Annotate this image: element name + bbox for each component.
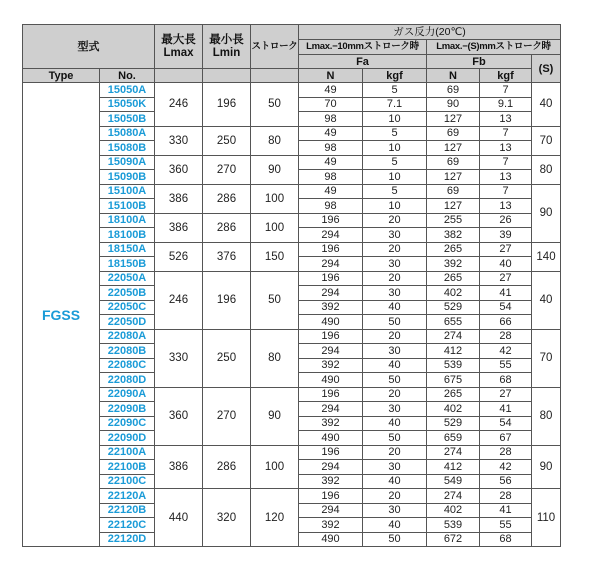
fa-kgf-value: 40 xyxy=(363,518,427,533)
fa-n-value: 70 xyxy=(299,97,363,112)
fb-kgf-value: 66 xyxy=(480,315,532,330)
header-fa: Fa xyxy=(299,55,427,69)
fa-n-value: 196 xyxy=(299,387,363,402)
fa-kgf-value: 40 xyxy=(363,358,427,373)
fa-kgf-value: 50 xyxy=(363,315,427,330)
fb-kgf-value: 28 xyxy=(480,445,532,460)
fb-kgf-value: 9.1 xyxy=(480,97,532,112)
fa-kgf-value: 20 xyxy=(363,387,427,402)
s-value: 80 xyxy=(532,155,561,184)
model-number: 22120A xyxy=(100,489,155,504)
header-fb-n-unit: N xyxy=(427,69,480,83)
fa-kgf-value: 20 xyxy=(363,271,427,286)
fb-kgf-value: 27 xyxy=(480,242,532,257)
fb-n-value: 392 xyxy=(427,257,480,272)
fb-n-value: 274 xyxy=(427,329,480,344)
header-max-length-label: 最大長 xyxy=(161,33,196,46)
max-length-value: 360 xyxy=(155,155,203,184)
fa-kgf-value: 30 xyxy=(363,460,427,475)
model-number: 15080B xyxy=(100,141,155,156)
fa-kgf-value: 50 xyxy=(363,431,427,446)
fb-kgf-value: 13 xyxy=(480,199,532,214)
stroke-value: 90 xyxy=(251,155,299,184)
min-length-value: 286 xyxy=(203,445,251,489)
model-number: 22120B xyxy=(100,503,155,518)
fb-kgf-value: 42 xyxy=(480,460,532,475)
fa-kgf-value: 50 xyxy=(363,532,427,547)
fa-kgf-value: 30 xyxy=(363,257,427,272)
fb-n-value: 529 xyxy=(427,300,480,315)
fb-kgf-value: 13 xyxy=(480,141,532,156)
fa-kgf-value: 30 xyxy=(363,286,427,301)
fb-kgf-value: 7 xyxy=(480,155,532,170)
fb-n-value: 539 xyxy=(427,518,480,533)
fb-kgf-value: 40 xyxy=(480,257,532,272)
model-number: 22080B xyxy=(100,344,155,359)
fb-kgf-value: 67 xyxy=(480,431,532,446)
fb-n-value: 382 xyxy=(427,228,480,243)
model-number: 22050C xyxy=(100,300,155,315)
fb-kgf-value: 39 xyxy=(480,228,532,243)
fa-kgf-value: 50 xyxy=(363,373,427,388)
fb-kgf-value: 54 xyxy=(480,416,532,431)
stroke-value: 100 xyxy=(251,213,299,242)
model-number: 15050A xyxy=(100,83,155,98)
fa-n-value: 392 xyxy=(299,300,363,315)
model-number: 15090B xyxy=(100,170,155,185)
min-length-value: 196 xyxy=(203,271,251,329)
fb-n-value: 539 xyxy=(427,358,480,373)
table-row xyxy=(23,83,561,98)
fa-kgf-value: 40 xyxy=(363,300,427,315)
spec-table-container xyxy=(22,24,561,547)
fa-n-value: 196 xyxy=(299,271,363,286)
min-length-value: 250 xyxy=(203,126,251,155)
stroke-value: 120 xyxy=(251,489,299,547)
fa-n-value: 294 xyxy=(299,503,363,518)
stroke-value: 80 xyxy=(251,329,299,387)
fa-n-value: 196 xyxy=(299,445,363,460)
s-value: 40 xyxy=(532,271,561,329)
fa-kgf-value: 30 xyxy=(363,503,427,518)
header-s: (S) xyxy=(532,55,561,83)
table-row xyxy=(23,155,561,170)
fb-kgf-value: 27 xyxy=(480,271,532,286)
fa-n-value: 196 xyxy=(299,489,363,504)
table-row xyxy=(23,489,561,504)
table-header xyxy=(23,25,561,83)
header-fb-kgf-unit: kgf xyxy=(480,69,532,83)
header-fa-kgf-unit: kgf xyxy=(363,69,427,83)
max-length-value: 330 xyxy=(155,126,203,155)
fb-kgf-value: 41 xyxy=(480,286,532,301)
model-number: 22080A xyxy=(100,329,155,344)
fa-kgf-value: 30 xyxy=(363,344,427,359)
fb-n-value: 672 xyxy=(427,532,480,547)
model-number: 15050K xyxy=(100,97,155,112)
fb-kgf-value: 13 xyxy=(480,112,532,127)
header-spacer-lmin xyxy=(203,69,251,83)
table-body xyxy=(23,83,561,547)
table-row xyxy=(23,271,561,286)
fb-n-value: 529 xyxy=(427,416,480,431)
min-length-value: 286 xyxy=(203,213,251,242)
s-value: 70 xyxy=(532,329,561,387)
fa-kgf-value: 20 xyxy=(363,489,427,504)
fa-kgf-value: 30 xyxy=(363,228,427,243)
fa-n-value: 196 xyxy=(299,329,363,344)
fb-n-value: 402 xyxy=(427,503,480,518)
table-row xyxy=(23,445,561,460)
fa-n-value: 490 xyxy=(299,431,363,446)
model-number: 15100B xyxy=(100,199,155,214)
fb-n-value: 412 xyxy=(427,344,480,359)
fb-kgf-value: 56 xyxy=(480,474,532,489)
fb-kgf-value: 41 xyxy=(480,402,532,417)
model-number: 22090B xyxy=(100,402,155,417)
fa-n-value: 392 xyxy=(299,358,363,373)
min-length-value: 270 xyxy=(203,155,251,184)
fa-n-value: 392 xyxy=(299,474,363,489)
model-number: 18100B xyxy=(100,228,155,243)
fa-n-value: 392 xyxy=(299,518,363,533)
fa-n-value: 196 xyxy=(299,213,363,228)
fa-n-value: 98 xyxy=(299,199,363,214)
table-row xyxy=(23,126,561,141)
model-number: 22120D xyxy=(100,532,155,547)
table-row xyxy=(23,184,561,199)
s-value: 90 xyxy=(532,184,561,242)
header-max-length xyxy=(155,25,203,69)
fa-n-value: 490 xyxy=(299,373,363,388)
header-fb: Fb xyxy=(427,55,532,69)
fa-kgf-value: 20 xyxy=(363,242,427,257)
header-max-length-symbol: Lmax xyxy=(163,46,194,59)
fb-kgf-value: 7 xyxy=(480,126,532,141)
max-length-value: 526 xyxy=(155,242,203,271)
max-length-value: 386 xyxy=(155,213,203,242)
header-model: 型式 xyxy=(23,25,155,69)
model-number: 18150A xyxy=(100,242,155,257)
stroke-value: 100 xyxy=(251,445,299,489)
fb-kgf-value: 54 xyxy=(480,300,532,315)
stroke-value: 80 xyxy=(251,126,299,155)
fa-n-value: 98 xyxy=(299,170,363,185)
max-length-value: 360 xyxy=(155,387,203,445)
fb-n-value: 265 xyxy=(427,242,480,257)
fa-n-value: 49 xyxy=(299,155,363,170)
fa-n-value: 98 xyxy=(299,141,363,156)
header-fa-condition: Lmax.−10mmストローク時 xyxy=(299,40,427,55)
fa-n-value: 490 xyxy=(299,532,363,547)
model-number: 15090A xyxy=(100,155,155,170)
model-number: 18150B xyxy=(100,257,155,272)
fb-n-value: 69 xyxy=(427,155,480,170)
fb-kgf-value: 28 xyxy=(480,329,532,344)
fa-n-value: 294 xyxy=(299,460,363,475)
model-number: 22090D xyxy=(100,431,155,446)
model-number: 22100A xyxy=(100,445,155,460)
max-length-value: 440 xyxy=(155,489,203,547)
fa-n-value: 294 xyxy=(299,344,363,359)
max-length-value: 246 xyxy=(155,83,203,127)
fa-n-value: 294 xyxy=(299,286,363,301)
fb-kgf-value: 55 xyxy=(480,518,532,533)
fa-kgf-value: 30 xyxy=(363,402,427,417)
fa-kgf-value: 5 xyxy=(363,126,427,141)
fa-n-value: 98 xyxy=(299,112,363,127)
fa-kgf-value: 40 xyxy=(363,474,427,489)
fa-kgf-value: 40 xyxy=(363,416,427,431)
fb-n-value: 127 xyxy=(427,112,480,127)
fa-kgf-value: 10 xyxy=(363,112,427,127)
stroke-value: 100 xyxy=(251,184,299,213)
s-value: 80 xyxy=(532,387,561,445)
fa-n-value: 49 xyxy=(299,184,363,199)
model-number: 15080A xyxy=(100,126,155,141)
fb-n-value: 90 xyxy=(427,97,480,112)
fb-n-value: 675 xyxy=(427,373,480,388)
fb-n-value: 274 xyxy=(427,445,480,460)
fb-n-value: 402 xyxy=(427,286,480,301)
fa-n-value: 392 xyxy=(299,416,363,431)
model-number: 22100B xyxy=(100,460,155,475)
model-number: 22090A xyxy=(100,387,155,402)
fb-kgf-value: 68 xyxy=(480,532,532,547)
fb-n-value: 412 xyxy=(427,460,480,475)
header-min-length-label: 最小長 xyxy=(209,33,244,46)
fa-n-value: 294 xyxy=(299,228,363,243)
min-length-value: 376 xyxy=(203,242,251,271)
fa-n-value: 196 xyxy=(299,242,363,257)
fa-kgf-value: 20 xyxy=(363,213,427,228)
max-length-value: 246 xyxy=(155,271,203,329)
fb-kgf-value: 42 xyxy=(480,344,532,359)
type-cell: FGSS xyxy=(23,83,100,547)
header-spacer-stroke xyxy=(251,69,299,83)
fb-n-value: 265 xyxy=(427,387,480,402)
model-number: 22090C xyxy=(100,416,155,431)
fb-kgf-value: 13 xyxy=(480,170,532,185)
model-number: 22100C xyxy=(100,474,155,489)
fb-n-value: 659 xyxy=(427,431,480,446)
fb-n-value: 127 xyxy=(427,199,480,214)
fb-kgf-value: 26 xyxy=(480,213,532,228)
fb-kgf-value: 28 xyxy=(480,489,532,504)
model-number: 22120C xyxy=(100,518,155,533)
fa-n-value: 49 xyxy=(299,83,363,98)
stroke-value: 150 xyxy=(251,242,299,271)
fa-kgf-value: 10 xyxy=(363,141,427,156)
min-length-value: 286 xyxy=(203,184,251,213)
s-value: 140 xyxy=(532,242,561,271)
fb-n-value: 127 xyxy=(427,170,480,185)
table-row xyxy=(23,387,561,402)
header-spacer-lmax xyxy=(155,69,203,83)
fa-kgf-value: 20 xyxy=(363,329,427,344)
s-value: 40 xyxy=(532,83,561,127)
fa-n-value: 294 xyxy=(299,257,363,272)
s-value: 70 xyxy=(532,126,561,155)
header-type: Type xyxy=(23,69,100,83)
max-length-value: 330 xyxy=(155,329,203,387)
header-min-length-symbol: Lmin xyxy=(212,46,241,59)
fb-kgf-value: 68 xyxy=(480,373,532,388)
fa-kgf-value: 5 xyxy=(363,184,427,199)
header-fb-condition: Lmax.−(S)mmストローク時 xyxy=(427,40,561,55)
model-number: 22050B xyxy=(100,286,155,301)
fb-kgf-value: 7 xyxy=(480,184,532,199)
fb-n-value: 127 xyxy=(427,141,480,156)
min-length-value: 270 xyxy=(203,387,251,445)
fb-n-value: 402 xyxy=(427,402,480,417)
fa-n-value: 294 xyxy=(299,402,363,417)
fa-kgf-value: 5 xyxy=(363,83,427,98)
fb-kgf-value: 27 xyxy=(480,387,532,402)
fa-n-value: 490 xyxy=(299,315,363,330)
table-row xyxy=(23,213,561,228)
stroke-value: 50 xyxy=(251,83,299,127)
s-value: 90 xyxy=(532,445,561,489)
fb-kgf-value: 41 xyxy=(480,503,532,518)
model-number: 18100A xyxy=(100,213,155,228)
fa-kgf-value: 7.1 xyxy=(363,97,427,112)
fb-kgf-value: 7 xyxy=(480,83,532,98)
header-stroke: ストローク xyxy=(251,25,299,69)
min-length-value: 196 xyxy=(203,83,251,127)
stroke-value: 90 xyxy=(251,387,299,445)
min-length-value: 320 xyxy=(203,489,251,547)
model-number: 22050D xyxy=(100,315,155,330)
table-row xyxy=(23,329,561,344)
fb-n-value: 265 xyxy=(427,271,480,286)
header-fa-n-unit: N xyxy=(299,69,363,83)
header-min-length xyxy=(203,25,251,69)
fa-kgf-value: 20 xyxy=(363,445,427,460)
fb-n-value: 549 xyxy=(427,474,480,489)
s-value: 110 xyxy=(532,489,561,547)
model-number: 22080C xyxy=(100,358,155,373)
model-number: 15050B xyxy=(100,112,155,127)
max-length-value: 386 xyxy=(155,445,203,489)
min-length-value: 250 xyxy=(203,329,251,387)
stroke-value: 50 xyxy=(251,271,299,329)
table-row xyxy=(23,242,561,257)
fb-n-value: 255 xyxy=(427,213,480,228)
max-length-value: 386 xyxy=(155,184,203,213)
model-number: 15100A xyxy=(100,184,155,199)
fa-kgf-value: 10 xyxy=(363,199,427,214)
fa-kgf-value: 5 xyxy=(363,155,427,170)
model-number: 22050A xyxy=(100,271,155,286)
model-number: 22080D xyxy=(100,373,155,388)
fb-n-value: 69 xyxy=(427,184,480,199)
header-gas-force: ガス反力(20℃) xyxy=(299,25,561,40)
fa-n-value: 49 xyxy=(299,126,363,141)
spec-table xyxy=(22,24,561,547)
fb-n-value: 69 xyxy=(427,83,480,98)
fb-n-value: 655 xyxy=(427,315,480,330)
fb-kgf-value: 55 xyxy=(480,358,532,373)
fb-n-value: 69 xyxy=(427,126,480,141)
fa-kgf-value: 10 xyxy=(363,170,427,185)
fb-n-value: 274 xyxy=(427,489,480,504)
header-no: No. xyxy=(100,69,155,83)
